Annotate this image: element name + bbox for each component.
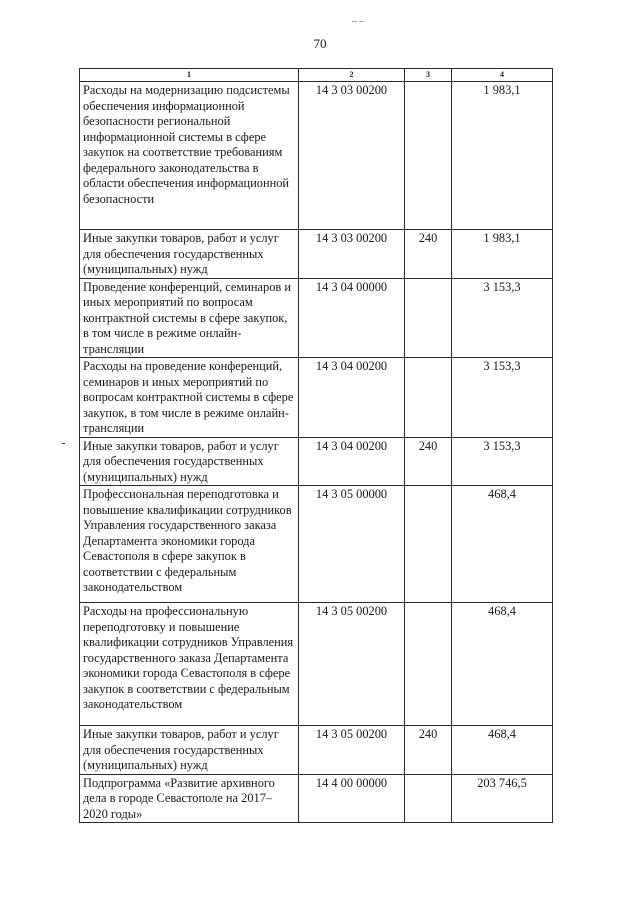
row-amount: 1 983,1	[452, 82, 553, 230]
scan-mark: – –	[352, 16, 365, 27]
row-name: Расходы на профессиональную переподготовку и повышение квалификации сотрудников Управления государственного заказа Департамента экономики города Севастополя в сфере закупок в соответствии с федеральным законодательством	[80, 603, 299, 726]
row-name: Проведение конференций, семинаров и иных мероприятий по вопросам контрактной системы в сфере закупок, в том числе в режиме онлайн-трансляции	[80, 278, 299, 358]
row-name: Иные закупки товаров, работ и услуг для обеспечения государственных (муниципальных) нужд	[80, 230, 299, 279]
row-name: Иные закупки товаров, работ и услуг для обеспечения государственных (муниципальных) нужд	[80, 726, 299, 775]
row-kvr	[405, 358, 452, 438]
row-name: Иные закупки товаров, работ и услуг для обеспечения государственных (муниципальных) нужд	[80, 437, 299, 486]
row-amount: 3 153,3	[452, 358, 553, 438]
header-row	[80, 69, 553, 82]
row-kvr	[405, 603, 452, 726]
table-row	[80, 774, 553, 823]
row-amount: 468,4	[452, 726, 553, 775]
table-row	[80, 603, 553, 726]
table-row	[80, 278, 553, 358]
row-amount: 3 153,3	[452, 278, 553, 358]
table-row	[80, 437, 553, 486]
row-amount: 468,4	[452, 486, 553, 603]
row-amount: 3 153,3	[452, 437, 553, 486]
row-amount: 468,4	[452, 603, 553, 726]
row-name: Подпрограмма «Развитие архивного дела в городе Севастополе на 2017–2020 годы»	[80, 774, 299, 823]
header-col-1: 1	[80, 69, 299, 82]
header-col-3: 3	[405, 69, 452, 82]
page-number: 70	[313, 36, 327, 51]
row-code: 14 3 04 00200	[299, 437, 405, 486]
row-kvr	[405, 82, 452, 230]
row-code: 14 3 05 00200	[299, 603, 405, 726]
row-name: Расходы на модернизацию подсистемы обеспечения информационной безопасности региональной информационной системы в сфере закупок на соответствие требованиям федерального законодательства в области обеспечения информационной безопасности	[80, 82, 299, 230]
header-col-2: 2	[299, 69, 405, 82]
header-col-4: 4	[452, 69, 553, 82]
row-code: 14 3 04 00000	[299, 278, 405, 358]
row-code: 14 3 03 00200	[299, 230, 405, 279]
row-code: 14 4 00 00000	[299, 774, 405, 823]
row-code: 14 3 05 00000	[299, 486, 405, 603]
table-row	[80, 486, 553, 603]
row-name: Профессиональная переподготовка и повышение квалификации сотрудников Управления государственного заказа Департамента экономики города Севастополя в сфере закупок в соответствии с федеральным законодательством	[80, 486, 299, 603]
row-kvr: 240	[405, 437, 452, 486]
row-kvr: 240	[405, 726, 452, 775]
row-code: 14 3 04 00200	[299, 358, 405, 438]
scan-artifact	[62, 443, 65, 444]
table-row	[80, 726, 553, 775]
row-code: 14 3 03 00200	[299, 82, 405, 230]
row-kvr	[405, 278, 452, 358]
table-row	[80, 230, 553, 279]
table-row	[80, 82, 553, 230]
row-kvr	[405, 774, 452, 823]
row-kvr: 240	[405, 230, 452, 279]
row-name: Расходы на проведение конференций, семинаров и иных мероприятий по вопросам контрактной системы в сфере закупок, в том числе в режиме онлайн-трансляции	[80, 358, 299, 438]
row-amount: 203 746,5	[452, 774, 553, 823]
table-row	[80, 358, 553, 438]
row-code: 14 3 05 00200	[299, 726, 405, 775]
row-kvr	[405, 486, 452, 603]
row-amount: 1 983,1	[452, 230, 553, 279]
budget-table	[79, 68, 553, 823]
